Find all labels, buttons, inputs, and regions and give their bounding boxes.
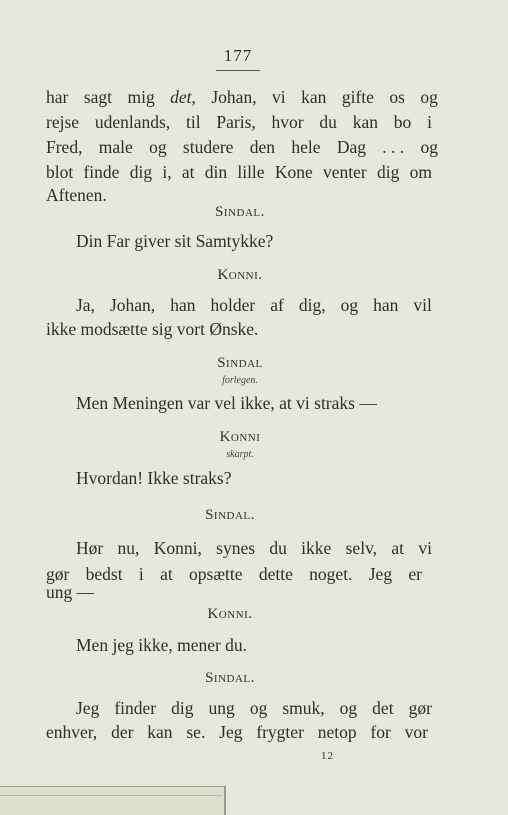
word: venter — [322, 162, 367, 182]
text-line-10: Hvordan! Ikke straks? — [76, 468, 232, 488]
word: Jeg — [368, 564, 393, 584]
word: hele — [291, 137, 321, 157]
word: ung — [208, 698, 235, 718]
word: Konni, — [153, 538, 202, 558]
word: Dag — [336, 137, 366, 157]
word: at — [391, 538, 405, 558]
word: han — [170, 295, 196, 315]
word: Johan, — [109, 295, 156, 315]
word: det, — [170, 87, 196, 107]
word: ikke — [301, 538, 332, 558]
word: og — [420, 137, 438, 157]
word: den — [249, 137, 276, 157]
text-line-8: ikke modsætte sig vort Ønske. — [46, 319, 259, 339]
word: rejse — [46, 112, 80, 132]
word: noget. — [309, 564, 353, 584]
word: mig — [127, 87, 155, 107]
word: kan — [301, 87, 327, 107]
word: at — [181, 162, 195, 182]
word: sagt — [83, 87, 113, 107]
word: dig — [129, 162, 153, 182]
word: smuk, — [282, 698, 325, 718]
word: har — [46, 87, 69, 107]
word: og — [340, 295, 359, 315]
word: du — [319, 112, 337, 132]
word: og — [149, 137, 167, 157]
word: der — [111, 722, 134, 742]
word: holder — [210, 295, 256, 315]
text-line-16 — [46, 721, 428, 743]
speaker-name: Sindal. — [215, 204, 265, 220]
word: vor — [404, 722, 428, 742]
text-line-1 — [46, 86, 438, 108]
word: male — [98, 137, 133, 157]
word: er — [408, 564, 422, 584]
word: for — [370, 722, 391, 742]
word: vil — [413, 295, 432, 315]
word: Hør — [76, 538, 104, 558]
word: du — [269, 538, 287, 558]
text-line-2 — [46, 111, 432, 133]
text-line-5: Aftenen. — [46, 185, 107, 205]
speaker-name: Konni. — [217, 267, 263, 283]
speaker-name: Sindal. — [205, 507, 255, 523]
word: i — [138, 564, 144, 584]
text-line-15 — [76, 697, 432, 719]
page-number: 177 — [223, 46, 253, 65]
word: synes — [216, 538, 256, 558]
stage-direction: skarpt. — [226, 449, 254, 460]
word: af — [270, 295, 284, 315]
word: opsætte — [189, 564, 243, 584]
word: i — [427, 112, 432, 132]
word: dig, — [298, 295, 326, 315]
word: i, — [162, 162, 172, 182]
text-line-4 — [46, 161, 432, 183]
word: kan — [352, 112, 378, 132]
word: se. — [186, 722, 206, 742]
word: dig — [171, 698, 194, 718]
word: gifte — [341, 87, 374, 107]
word: studere — [182, 137, 234, 157]
speaker-name: Sindal — [217, 355, 263, 371]
word: han — [373, 295, 399, 315]
word: nu, — [117, 538, 140, 558]
word: hvor — [271, 112, 304, 132]
word: lille — [237, 162, 265, 182]
page-edge-mark — [0, 786, 226, 815]
text-line-13: ung — — [46, 582, 95, 602]
stage-direction: forlegen. — [222, 375, 258, 386]
word: gør — [408, 698, 432, 718]
text-line-3 — [46, 136, 438, 158]
word: og — [249, 698, 268, 718]
word: Ja, — [76, 295, 95, 315]
word: . . . — [382, 137, 405, 157]
word: dette — [258, 564, 293, 584]
word: om — [409, 162, 432, 182]
word: Kone — [274, 162, 313, 182]
word: gør — [46, 564, 70, 584]
word: bo — [393, 112, 412, 132]
text-line-7 — [76, 294, 432, 316]
word: det — [372, 698, 394, 718]
word: at — [160, 564, 173, 584]
speaker-name: Konni — [219, 429, 261, 445]
word: blot — [46, 162, 74, 182]
word: Jeg — [219, 722, 243, 742]
page-number-rule — [216, 70, 260, 71]
word: enhver, — [46, 722, 98, 742]
text-line-11 — [76, 537, 432, 559]
word: Fred, — [46, 137, 83, 157]
word: vi — [418, 538, 432, 558]
word: din — [204, 162, 228, 182]
word: frygter — [256, 722, 304, 742]
word: og — [339, 698, 358, 718]
word: udenlands, — [94, 112, 171, 132]
word: til — [185, 112, 201, 132]
text-line-6: Din Far giver sit Samtykke? — [76, 231, 274, 251]
word: dig — [376, 162, 400, 182]
word: os — [389, 87, 405, 107]
word: Jeg — [76, 698, 100, 718]
word: finde — [83, 162, 120, 182]
word: og — [420, 87, 438, 107]
word: finder — [114, 698, 157, 718]
word: bedst — [85, 564, 123, 584]
word: Paris, — [216, 112, 256, 132]
word: selv, — [345, 538, 378, 558]
word: Johan, — [211, 87, 257, 107]
word: kan — [147, 722, 173, 742]
text-line-14: Men jeg ikke, mener du. — [76, 635, 248, 655]
signature-mark: 12 — [321, 750, 334, 762]
text-line-12 — [46, 563, 422, 585]
word: vi — [272, 87, 286, 107]
speaker-name: Sindal. — [205, 670, 255, 686]
text-line-9: Men Meningen var vel ikke, at vi straks — — [76, 393, 377, 413]
word: netop — [317, 722, 357, 742]
speaker-name: Konni. — [207, 606, 253, 622]
